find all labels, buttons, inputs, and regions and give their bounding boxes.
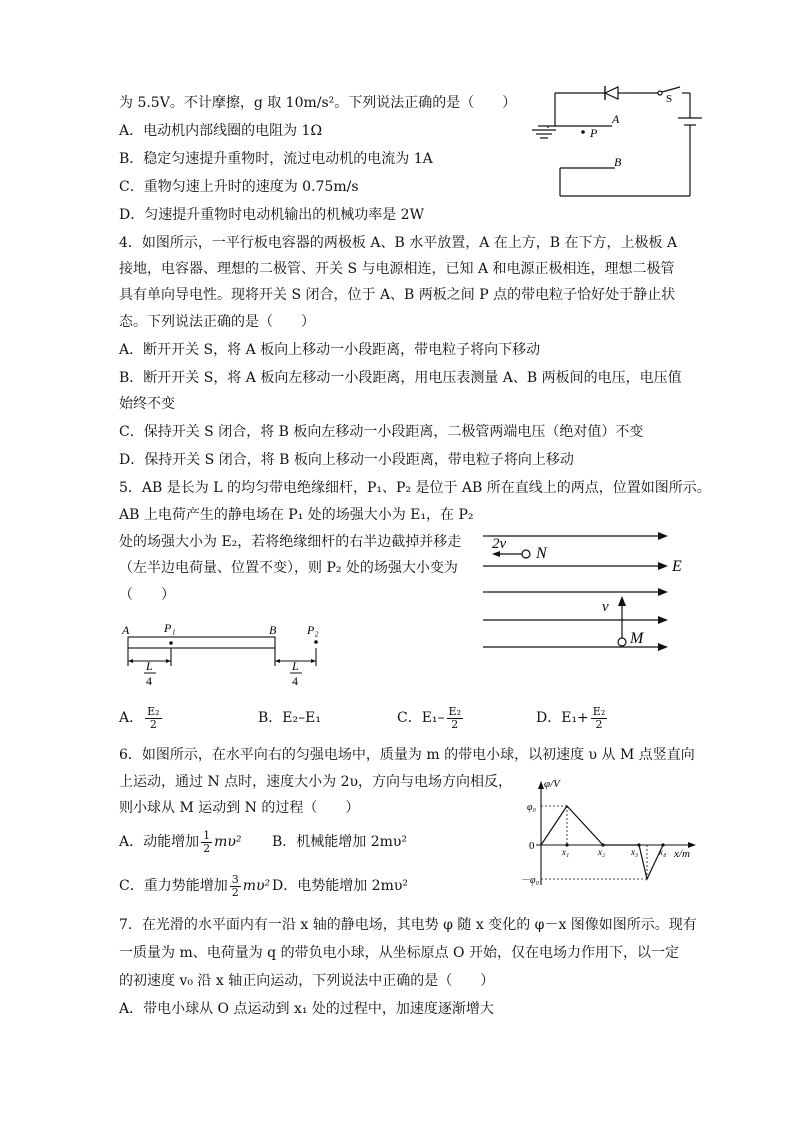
q7-stem-3: 的初速度 v₀ 沿 x 轴正向运动，下列说法中正确的是（ ） — [119, 973, 495, 989]
field-label-n: N — [536, 545, 547, 562]
rod-figure — [119, 618, 339, 690]
q4-stem-1: 4．如图所示，一平行板电容器的两极板 A、B 水平放置，A 在上方，B 在下方，上极板 A — [119, 235, 678, 251]
q5-option-c: C．E₁– $\frac{\text{E₂}}{2}$ — [397, 704, 461, 731]
q5-stem-5: （ ） — [119, 587, 175, 603]
q5-stem-1: 5．AB 是长为 L 的均匀带电绝缘细杆，P₁、P₂ 是位于 AB 所在直线上的两点，位置如图所示。 — [119, 480, 711, 496]
q4-stem-3: 具有单向导电性。现将开关 S 闭合，位于 A、B 两板之间 P 点的带电粒子恰好处于静止状 — [119, 287, 676, 303]
graph-x2: x₂ — [598, 847, 606, 857]
q4-stem-4: 态。下列说法正确的是（ ） — [119, 314, 315, 330]
q3-option-d: D．匀速提升重物时电动机输出的机械功率是 2W — [119, 207, 424, 223]
q5-option-b: B．E₂–E₁ — [258, 710, 321, 726]
fig-label-b: B — [614, 155, 622, 169]
field-label-2v: 2v — [492, 536, 507, 552]
field-label-v: v — [602, 599, 609, 615]
q7-option-a: A．带电小球从 O 点运动到 x₁ 处的过程中，加速度逐渐增大 — [119, 1001, 494, 1017]
q3-stem-tail: 为 5.5V。不计摩擦，g 取 10m/s²。下列说法正确的是（ ） — [119, 95, 517, 111]
graph-x3: x₃ — [631, 847, 639, 857]
q5-stem-4: （左半边电荷量、位置不变），则 P₂ 处的场强大小变为 — [119, 560, 458, 576]
graph-origin: 0 — [529, 840, 535, 852]
graph-neg-phi0: －φ₀ — [520, 875, 540, 886]
field-label-m: M — [630, 630, 644, 647]
graph-x4: x₄ — [659, 847, 667, 857]
q4-stem-2: 接地，电容器、理想的二极管、开关 S 与电源相连，已知 A 和电源正极相连，理想二极管 — [119, 261, 675, 277]
fig-label-s: S — [666, 93, 673, 105]
q5-option-a: A． $\frac{\text{E₂}}{2}$ — [119, 704, 160, 731]
rod-label-p1: P₁ — [164, 621, 176, 635]
field-label-e: E — [672, 558, 682, 575]
graph-xlabel: x/m — [674, 848, 690, 860]
q5-stem-2: AB 上电荷产生的静电场在 P₁ 处的场强大小为 E₁，在 P₂ — [119, 507, 474, 523]
fig-label-p: P — [590, 126, 598, 140]
q6-stem-2: 上运动，通过 N 点时，速度大小为 2υ，方向与电场方向相反， — [119, 774, 513, 790]
q6-option-b: B．机械能增加 2mυ² — [272, 834, 408, 850]
q6-option-c: C．重力势能增加 $\frac{3}{2}$ mυ² — [119, 872, 271, 899]
field-lines-figure — [478, 520, 698, 660]
rod-label-p2: P₂ — [307, 623, 319, 637]
q4-option-d: D．保持开关 S 闭合，将 B 板向上移动一小段距离，带电粒子将向上移动 — [119, 452, 574, 468]
q5-option-d: D．E₁+ $\frac{\text{E₂}}{2}$ — [536, 704, 606, 731]
graph-x1: x₁ — [562, 847, 570, 857]
q4-option-c: C．保持开关 S 闭合，将 B 板向左移动一小段距离，二极管两端电压（绝对值）不变 — [119, 424, 644, 440]
q3-option-a: A．电动机内部线圈的电阻为 1Ω — [119, 123, 323, 139]
diode-icon — [605, 86, 630, 100]
graph-ylabel: φ/V — [544, 778, 560, 790]
q7-stem-1: 7．在光滑的水平面内有一沿 x 轴的静电场，其电势 φ 随 x 变化的 φ－x 图像如图所示。现有 — [119, 917, 697, 933]
q6-stem-1: 6．如图所示，在水平向右的匀强电场中，质量为 m 的带电小球，以初速度 υ 从 M 点竖直向 — [119, 747, 695, 763]
q4-option-b: B．断开开关 S，将 A 板向左移动一小段距离，用电压表测量 A、B 两板间的电压，电压值 — [119, 370, 682, 386]
q5-stem-3: 处的场强大小为 E₂，若将绝缘细杆的右半边截掉并移走 — [119, 534, 462, 550]
q6-stem-3: 则小球从 M 运动到 N 的过程（ ） — [119, 800, 360, 816]
q4-option-b-cont: 始终不变 — [119, 396, 175, 412]
q4-option-a: A．断开开关 S，将 A 板向上移动一小段距离，带电粒子将向下移动 — [119, 342, 541, 358]
rod-label-a: A — [122, 623, 130, 637]
capacitor-circuit-figure — [530, 78, 700, 200]
rod-label-l-left: L — [146, 659, 153, 673]
fig-label-a: A — [612, 112, 620, 126]
q6-option-d: D．电势能增加 2mυ² — [272, 878, 408, 894]
q3-option-c: C．重物匀速上升时的速度为 0.75m/s — [119, 179, 359, 195]
rod-label-4-right: 4 — [292, 674, 298, 688]
q3-option-b: B．稳定匀速提升重物时，流过电动机的电流为 1A — [119, 151, 433, 167]
rod-label-l-right: L — [292, 659, 299, 673]
rod-label-b: B — [269, 623, 277, 637]
graph-phi0: φ₀ — [527, 802, 537, 813]
q7-stem-2: 一质量为 m、电荷量为 q 的带负电小球，从坐标原点 O 开始，仅在电场力作用下，以一定 — [119, 945, 679, 961]
q6-option-a: A．动能增加 $\frac{1}{2}$ mυ² — [119, 828, 242, 855]
rod-label-4-left: 4 — [146, 674, 152, 688]
phi-x-graph — [518, 775, 703, 895]
